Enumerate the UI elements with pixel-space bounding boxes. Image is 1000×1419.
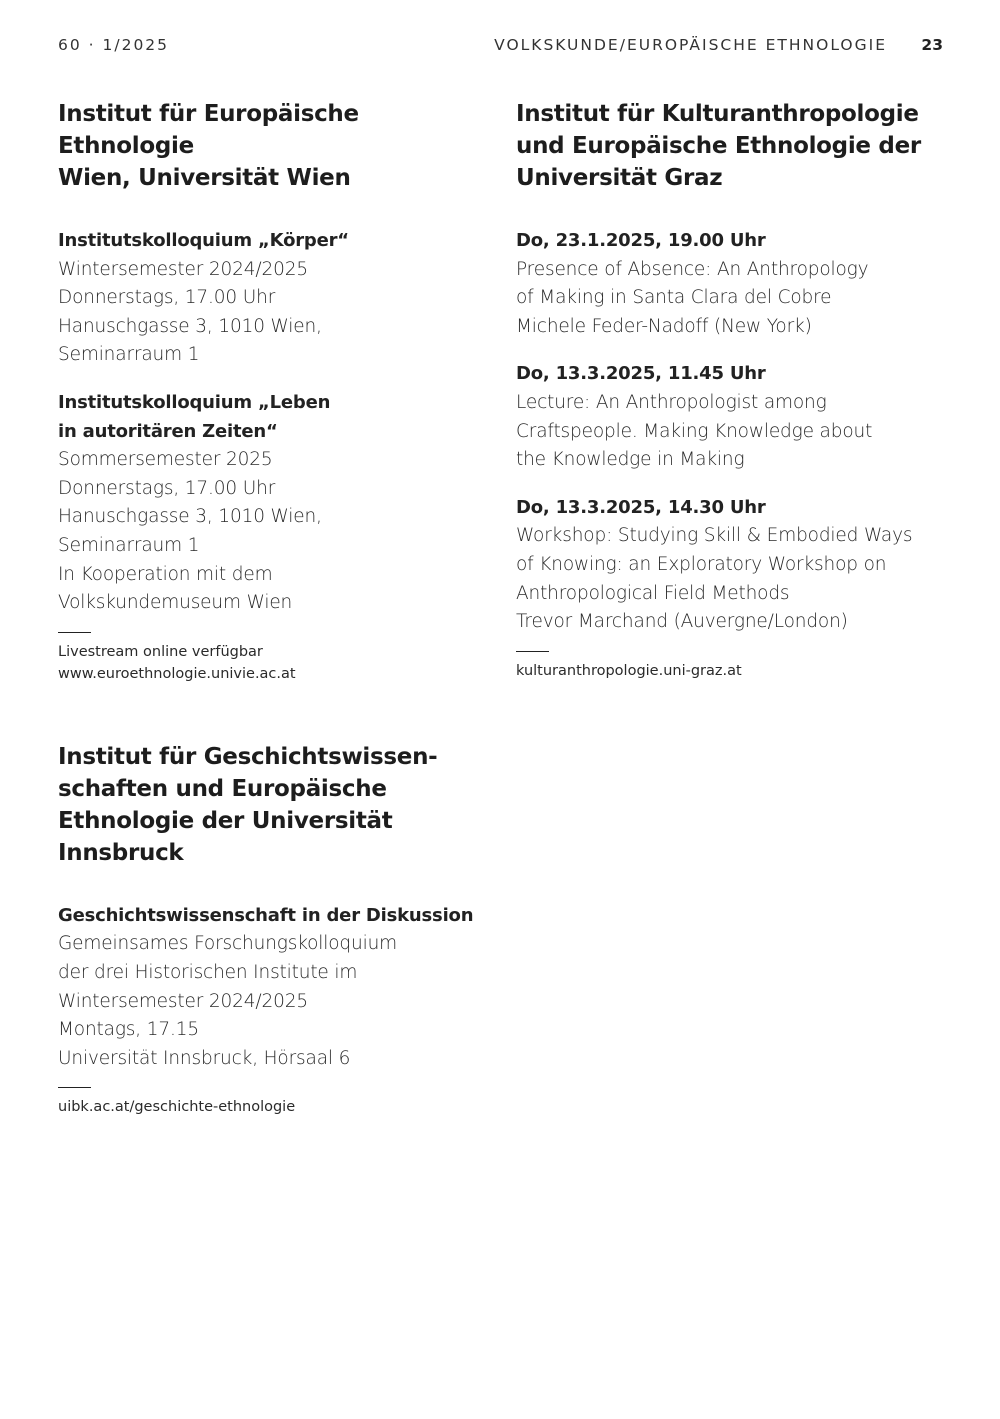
institute-block-innsbruck — [58, 741, 498, 1119]
event-line: Lecture: An Anthropologist among — [516, 391, 827, 413]
website-link[interactable]: uibk.ac.at/geschichte-ethnologie — [58, 1099, 296, 1116]
event-entry — [58, 227, 498, 370]
event-line: In Kooperation mit dem — [58, 563, 273, 585]
event-line: Hanuschgasse 3, 1010 Wien, — [58, 315, 322, 337]
left-column — [58, 98, 498, 1118]
event-heading: Institutskolloquium „Körper“ — [58, 230, 349, 251]
event-line: of Making in Santa Clara del Cobre — [516, 287, 832, 309]
section-title: VOLKSKUNDE/EUROPÄISCHE ETHNOLOGIE — [494, 36, 887, 54]
website-link[interactable]: www.euroethnologie.univie.ac.at — [58, 665, 296, 682]
event-line: Volkskundemuseum Wien — [58, 592, 293, 614]
event-line: Hanuschgasse 3, 1010 Wien, — [58, 506, 322, 528]
event-date: Do, 23.1.2025, 19.00 Uhr — [516, 230, 766, 251]
right-column — [516, 98, 956, 682]
institute-block-wien — [58, 98, 498, 685]
event-date: Do, 13.3.2025, 14.30 Uhr — [516, 496, 766, 518]
website-link[interactable]: kulturanthropologie.uni-graz.at — [516, 662, 742, 679]
event-line: Seminarraum 1 — [58, 344, 200, 366]
issue-number: 60 · 1/2025 — [58, 36, 170, 54]
event-line: Seminarraum 1 — [58, 534, 200, 556]
event-line: Workshop: Studying Skill & Embodied Ways — [516, 525, 913, 547]
event-line: der drei Historischen Institute im — [58, 961, 358, 983]
event-entry — [516, 227, 956, 341]
event-line: Trevor Marchand (Auvergne/London) — [516, 611, 848, 633]
event-line: Wintersemester 2024/2025 — [58, 258, 308, 280]
event-line: Anthropological Field Methods — [516, 582, 790, 604]
event-line: Michele Feder-Nadoff (New York) — [516, 315, 812, 337]
divider — [58, 1087, 91, 1088]
institute-title: Institut für Geschichtswissen- schaften und Europäische Ethnologie der Universität Innsbruck — [58, 743, 438, 866]
event-entry — [58, 902, 498, 1074]
event-line: of Knowing: an Exploratory Workshop on — [516, 553, 887, 575]
event-line: Craftspeople. Making Knowledge about — [516, 420, 873, 442]
running-header — [58, 36, 943, 56]
event-entry — [58, 389, 498, 618]
divider — [58, 632, 91, 633]
event-entry — [516, 494, 956, 637]
event-line: the Knowledge in Making — [516, 449, 745, 471]
event-heading: Geschichtswissenschaft in der Diskussion — [58, 904, 474, 926]
institute-title: Institut für Europäische Ethnologie Wien, Universität Wien — [58, 101, 359, 191]
event-line: Montags, 17.15 — [58, 1019, 199, 1041]
page-number: 23 — [921, 36, 943, 54]
event-heading: in autoritären Zeiten“ — [58, 420, 278, 442]
divider — [516, 651, 549, 652]
event-line: Gemeinsames Forschungskolloquium — [58, 933, 398, 955]
event-line: Wintersemester 2024/2025 — [58, 990, 308, 1012]
event-date: Do, 13.3.2025, 11.45 Uhr — [516, 363, 766, 385]
event-line: Sommersemester 2025 — [58, 449, 273, 471]
event-heading: Institutskolloquium „Leben — [58, 391, 331, 413]
event-line: Universität Innsbruck, Hörsaal 6 — [58, 1047, 351, 1069]
institute-title: Institut für Kulturanthropologie und Europäische Ethnologie der Universität Graz — [516, 101, 921, 191]
event-line: Donnerstags, 17.00 Uhr — [58, 477, 276, 499]
livestream-note: Livestream online verfügbar — [58, 643, 263, 660]
institute-block-graz — [516, 98, 956, 682]
event-line: Donnerstags, 17.00 Uhr — [58, 287, 276, 309]
event-entry — [516, 360, 956, 474]
event-line: Presence of Absence: An Anthropology — [516, 258, 869, 280]
